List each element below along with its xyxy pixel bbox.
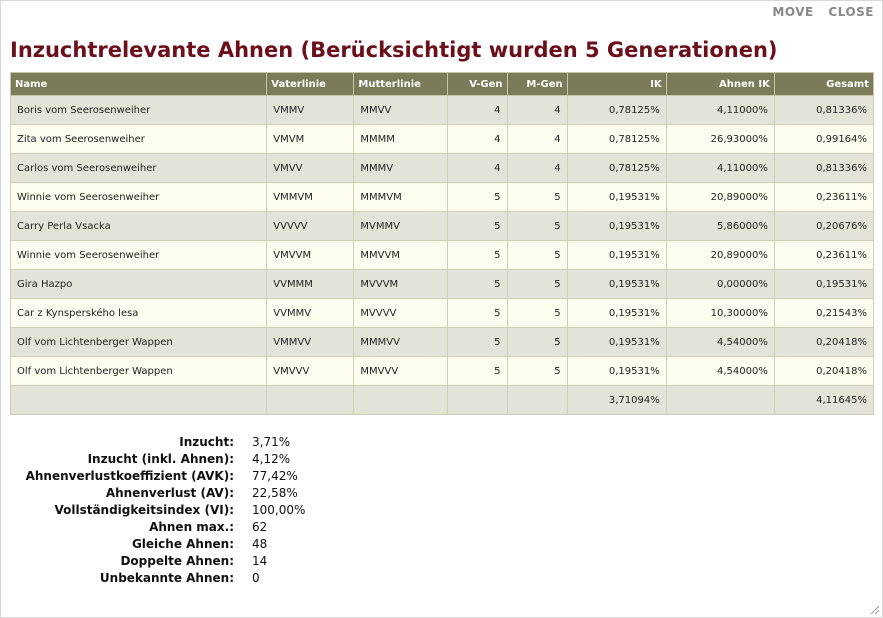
cell-vaterlinie: VVMMM (267, 270, 354, 299)
stat-value: 62 (252, 520, 268, 534)
cell-m-gen: 5 (507, 270, 567, 299)
total-ik: 3,71094% (567, 386, 666, 415)
stat-label: Unbekannte Ahnen: (99, 571, 234, 585)
cell-ik: 0,19531% (567, 212, 666, 241)
col-header-name[interactable]: Name (11, 73, 267, 96)
col-header-ahnen-ik[interactable]: Ahnen IK (666, 73, 774, 96)
col-header-v-gen[interactable]: V-Gen (448, 73, 507, 96)
stat-label: Inzucht: (179, 435, 234, 449)
stat-row (20, 536, 305, 553)
dialog-toolbar (762, 5, 874, 19)
table-body (11, 96, 874, 415)
stat-label: Ahnenverlustkoeffizient (AVK): (25, 469, 234, 483)
cell-mutterlinie: MVVVV (354, 299, 448, 328)
cell-v-gen: 5 (448, 299, 507, 328)
stat-row (20, 468, 305, 485)
stat-label: Doppelte Ahnen: (120, 554, 234, 568)
cell-gesamt: 0,20418% (774, 357, 873, 386)
stat-row (20, 434, 305, 451)
cell-mutterlinie: MMMV (354, 154, 448, 183)
resize-grip-icon[interactable] (869, 604, 879, 614)
stat-value: 4,12% (252, 452, 291, 466)
stat-label: Vollständigkeitsindex (VI): (54, 503, 234, 517)
cell-ik: 0,78125% (567, 96, 666, 125)
stat-label: Inzucht (inkl. Ahnen): (87, 452, 234, 466)
stat-row (20, 519, 305, 536)
cell-gesamt: 0,20676% (774, 212, 873, 241)
cell-vaterlinie: VMMVV (267, 328, 354, 357)
stat-value: 100,00% (252, 503, 306, 517)
col-header-m-gen[interactable]: M-Gen (507, 73, 567, 96)
cell-v-gen: 5 (448, 357, 507, 386)
cell-gesamt: 0,99164% (774, 125, 873, 154)
table-row (11, 96, 874, 125)
stat-value: 22,58% (252, 486, 298, 500)
cell-gesamt: 0,23611% (774, 183, 873, 212)
cell-mutterlinie: MVMMV (354, 212, 448, 241)
stat-value: 48 (252, 537, 268, 551)
cell-m-gen: 5 (507, 241, 567, 270)
cell-name: Winnie vom Seerosenweiher (11, 183, 267, 212)
stat-row (20, 502, 305, 519)
cell-vaterlinie: VMVVM (267, 241, 354, 270)
cell-v-gen: 5 (448, 183, 507, 212)
cell-ik: 0,19531% (567, 241, 666, 270)
table-row (11, 125, 874, 154)
total-empty-cell (507, 386, 567, 415)
cell-name: Olf vom Lichtenberger Wappen (11, 357, 267, 386)
cell-ik: 0,19531% (567, 270, 666, 299)
cell-v-gen: 5 (448, 241, 507, 270)
table-row (11, 212, 874, 241)
cell-ik: 0,19531% (567, 357, 666, 386)
stat-row (20, 570, 305, 587)
table-row (11, 357, 874, 386)
cell-mutterlinie: MMMVV (354, 328, 448, 357)
cell-ahnen-ik: 4,54000% (666, 357, 774, 386)
table-header-row (11, 73, 874, 96)
cell-v-gen: 5 (448, 212, 507, 241)
cell-name: Gira Hazpo (11, 270, 267, 299)
col-header-gesamt[interactable]: Gesamt (774, 73, 873, 96)
total-empty-cell (354, 386, 448, 415)
cell-mutterlinie: MMVVV (354, 357, 448, 386)
cell-gesamt: 0,21543% (774, 299, 873, 328)
cell-ahnen-ik: 4,11000% (666, 96, 774, 125)
cell-ik: 0,78125% (567, 154, 666, 183)
cell-ahnen-ik: 0,00000% (666, 270, 774, 299)
cell-ahnen-ik: 20,89000% (666, 183, 774, 212)
move-button[interactable]: MOVE (772, 5, 814, 19)
cell-v-gen: 4 (448, 125, 507, 154)
cell-ahnen-ik: 20,89000% (666, 241, 774, 270)
cell-vaterlinie: VMMVM (267, 183, 354, 212)
cell-m-gen: 4 (507, 125, 567, 154)
cell-m-gen: 5 (507, 299, 567, 328)
total-empty-cell (666, 386, 774, 415)
total-empty-cell (448, 386, 507, 415)
cell-m-gen: 4 (507, 154, 567, 183)
cell-ahnen-ik: 26,93000% (666, 125, 774, 154)
cell-v-gen: 4 (448, 154, 507, 183)
cell-m-gen: 5 (507, 328, 567, 357)
cell-ahnen-ik: 10,30000% (666, 299, 774, 328)
cell-gesamt: 0,20418% (774, 328, 873, 357)
cell-name: Carlos vom Seerosenweiher (11, 154, 267, 183)
cell-vaterlinie: VMVV (267, 154, 354, 183)
stat-row (20, 451, 305, 468)
inbreeding-stats (20, 434, 305, 587)
close-button[interactable]: CLOSE (828, 5, 874, 19)
cell-ik: 0,19531% (567, 299, 666, 328)
cell-ik: 0,78125% (567, 125, 666, 154)
cell-vaterlinie: VMVM (267, 125, 354, 154)
cell-ik: 0,19531% (567, 183, 666, 212)
table-row (11, 183, 874, 212)
cell-ahnen-ik: 5,86000% (666, 212, 774, 241)
table-row (11, 154, 874, 183)
cell-vaterlinie: VMVVV (267, 357, 354, 386)
cell-vaterlinie: VVMMV (267, 299, 354, 328)
stat-label: Gleiche Ahnen: (131, 537, 234, 551)
cell-mutterlinie: MMVVM (354, 241, 448, 270)
cell-m-gen: 5 (507, 212, 567, 241)
total-gesamt: 4,11645% (774, 386, 873, 415)
cell-vaterlinie: VMMV (267, 96, 354, 125)
cell-vaterlinie: VVVVV (267, 212, 354, 241)
col-header-ik[interactable]: IK (567, 73, 666, 96)
stat-row (20, 553, 305, 570)
stat-label: Ahnen max.: (149, 520, 234, 534)
stat-value: 0 (252, 571, 260, 585)
table-row (11, 328, 874, 357)
cell-v-gen: 4 (448, 96, 507, 125)
stat-value: 3,71% (252, 435, 291, 449)
cell-m-gen: 4 (507, 96, 567, 125)
cell-v-gen: 5 (448, 270, 507, 299)
cell-gesamt: 0,23611% (774, 241, 873, 270)
page-title: Inzuchtrelevante Ahnen (Berücksichtigt wurden 5 Generationen) (10, 38, 778, 62)
cell-mutterlinie: MVVVM (354, 270, 448, 299)
stat-value: 14 (252, 554, 268, 568)
cell-gesamt: 0,19531% (774, 270, 873, 299)
cell-mutterlinie: MMMVM (354, 183, 448, 212)
cell-mutterlinie: MMMM (354, 125, 448, 154)
cell-name: Zita vom Seerosenweiher (11, 125, 267, 154)
total-empty-cell (11, 386, 267, 415)
cell-gesamt: 0,81336% (774, 96, 873, 125)
cell-m-gen: 5 (507, 357, 567, 386)
ancestors-table (10, 72, 874, 415)
total-empty-cell (267, 386, 354, 415)
table-total-row (11, 386, 874, 415)
col-header-mutterlinie[interactable]: Mutterlinie (354, 73, 448, 96)
cell-name: Boris vom Seerosenweiher (11, 96, 267, 125)
cell-name: Carry Perla Vsacka (11, 212, 267, 241)
cell-gesamt: 0,81336% (774, 154, 873, 183)
cell-ahnen-ik: 4,11000% (666, 154, 774, 183)
cell-ik: 0,19531% (567, 328, 666, 357)
cell-ahnen-ik: 4,54000% (666, 328, 774, 357)
cell-name: Winnie vom Seerosenweiher (11, 241, 267, 270)
stat-row (20, 485, 305, 502)
stat-label: Ahnenverlust (AV): (105, 486, 234, 500)
table-row (11, 299, 874, 328)
cell-v-gen: 5 (448, 328, 507, 357)
cell-name: Olf vom Lichtenberger Wappen (11, 328, 267, 357)
cell-name: Car z Kynsperského lesa (11, 299, 267, 328)
col-header-vaterlinie[interactable]: Vaterlinie (267, 73, 354, 96)
cell-m-gen: 5 (507, 183, 567, 212)
table-row (11, 241, 874, 270)
table-row (11, 270, 874, 299)
cell-mutterlinie: MMVV (354, 96, 448, 125)
stat-value: 77,42% (252, 469, 298, 483)
